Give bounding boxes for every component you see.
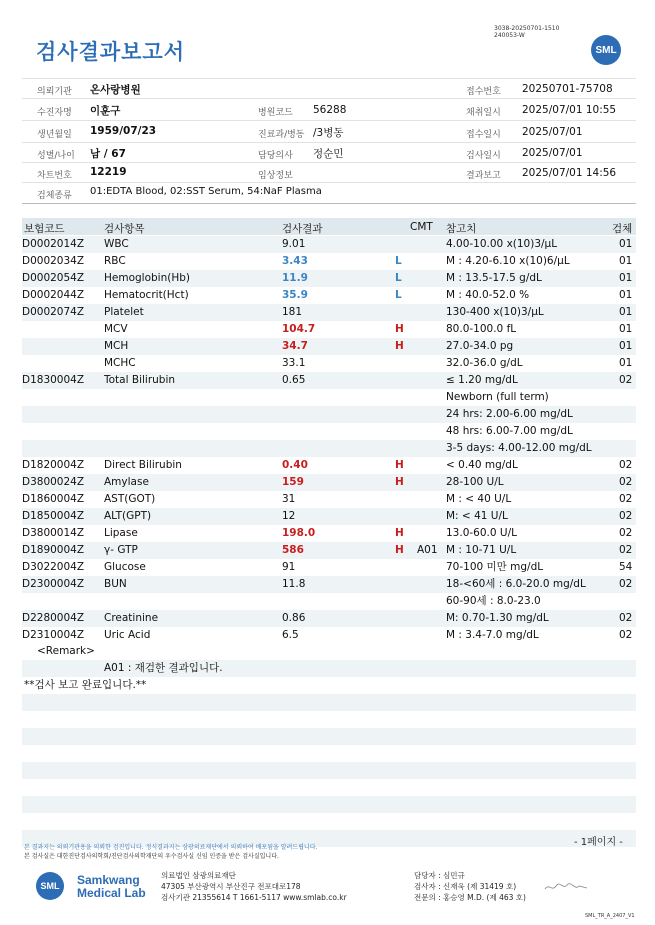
reference-cell: M : 13.5-17.5 g/dL <box>446 272 542 284</box>
sml-logo-icon: SML <box>591 35 621 65</box>
reference-cell: M: 0.70-1.30 mg/dL <box>446 612 549 624</box>
receipt-date: 2025/07/01 <box>522 126 583 138</box>
table-row <box>22 338 636 355</box>
label-birth-date: 생년월일 <box>37 130 72 140</box>
item-cell: RBC <box>104 255 126 267</box>
specimen-cell: 54 <box>619 561 633 573</box>
table-row <box>22 508 636 525</box>
label-requesting-institution: 의뢰기관 <box>37 87 72 97</box>
signature-icon <box>543 880 589 894</box>
col-item-header: 검사항목 <box>104 223 145 235</box>
reference-cell: 24 hrs: 2.00-6.00 mg/dL <box>446 408 573 420</box>
blank-row <box>22 728 636 745</box>
reference-cell: ≤ 1.20 mg/dL <box>446 374 518 386</box>
result-cell: 12 <box>282 510 296 522</box>
label-department: 진료과/병동 <box>258 130 305 140</box>
reference-cell: 4.00-10.00 x(10)3/μL <box>446 238 558 250</box>
label-collection-date: 채취일시 <box>466 108 501 118</box>
item-cell: AST(GOT) <box>104 493 156 505</box>
table-row <box>22 423 636 440</box>
flag-cell: L <box>395 255 402 267</box>
result-cell: 35.9 <box>282 289 308 301</box>
code-cell: D2280004Z <box>22 612 85 624</box>
code-cell: D2310004Z <box>22 629 85 641</box>
report-title: 검사결과보고서 <box>36 40 186 64</box>
specimen-type: 01:EDTA Blood, 02:SST Serum, 54:NaF Plasma <box>90 186 322 197</box>
label-clinical-info: 임상정보 <box>258 171 293 181</box>
result-cell: 181 <box>282 306 303 318</box>
footer-notice-1: 본 결과지는 의뢰기관용을 의뢰한 검진입니다. 정식결과지는 삼광의료재단에서 의뢰하여 배포됨을 알려드립니다. <box>24 844 318 851</box>
table-row <box>22 253 636 270</box>
chart-no: 12219 <box>90 166 127 178</box>
footer-org-info: 의료법인 삼광의료재단 47305 부산광역시 부산진구 전포대로178 검사기관 21355614 T 1661-5117 www.smlab.co.kr <box>161 871 347 902</box>
code-cell: D0002044Z <box>22 289 85 301</box>
item-cell: Creatinine <box>104 612 159 624</box>
table-row <box>22 372 636 389</box>
col-result-header: 검사결과 <box>282 223 323 235</box>
reference-cell: < 0.40 mg/dL <box>446 459 518 471</box>
label-hospital-code: 병원코드 <box>258 108 293 118</box>
code-cell: D3022004Z <box>22 561 85 573</box>
label-sex-age: 성별/나이 <box>37 151 75 161</box>
result-cell: 159 <box>282 476 304 488</box>
specimen-cell: 02 <box>619 493 633 505</box>
result-cell: 586 <box>282 544 304 556</box>
reference-cell: 13.0-60.0 U/L <box>446 527 517 539</box>
result-cell: 6.5 <box>282 629 299 641</box>
code-cell: D1890004Z <box>22 544 85 556</box>
table-row <box>22 576 636 593</box>
flag-cell: H <box>395 340 404 352</box>
specimen-cell: 01 <box>619 238 633 250</box>
label-receipt-no: 접수번호 <box>466 87 501 97</box>
table-row <box>22 474 636 491</box>
doctor: 정순민 <box>313 148 344 160</box>
result-cell: 91 <box>282 561 296 573</box>
table-row <box>22 627 636 644</box>
cmt-cell: A01 <box>417 544 438 556</box>
label-test-date: 검사일시 <box>466 151 501 161</box>
remark-text: A01 : 재검한 결과입니다. <box>104 662 223 674</box>
patient-name: 이훈구 <box>90 105 121 117</box>
col-cmt-header: CMT <box>410 221 433 233</box>
specimen-cell: 02 <box>619 629 633 641</box>
reference-cell: 18-<60세 : 6.0-20.0 mg/dL <box>446 578 586 590</box>
remark-label: <Remark> <box>37 645 95 657</box>
specimen-cell: 02 <box>619 459 633 471</box>
table-row <box>22 304 636 321</box>
specimen-cell: 02 <box>619 578 633 590</box>
result-cell: 104.7 <box>282 323 316 335</box>
code-cell: D1820004Z <box>22 459 85 471</box>
code-cell: D1860004Z <box>22 493 85 505</box>
flag-cell: H <box>395 459 404 471</box>
item-cell: Glucose <box>104 561 146 573</box>
test-date: 2025/07/01 <box>522 147 583 159</box>
footer-sml-logo-icon: SML <box>36 872 64 900</box>
reference-cell: 3-5 days: 4.00-12.00 mg/dL <box>446 442 592 454</box>
remark-row <box>22 643 636 660</box>
flag-cell: H <box>395 544 404 556</box>
specimen-cell: 01 <box>619 306 633 318</box>
flag-cell: L <box>395 272 402 284</box>
col-code-header: 보험코드 <box>24 223 65 235</box>
result-cell: 34.7 <box>282 340 308 352</box>
specimen-cell: 02 <box>619 510 633 522</box>
flag-cell: L <box>395 289 402 301</box>
specimen-cell: 02 <box>619 374 633 386</box>
table-row <box>22 491 636 508</box>
form-code: SML_TR_A_2407_V1 <box>585 913 635 919</box>
reference-cell: M : 40.0-52.0 % <box>446 289 530 301</box>
item-cell: MCV <box>104 323 128 335</box>
page-number: - 1페이지 - <box>574 837 623 848</box>
specimen-cell: 01 <box>619 323 633 335</box>
hospital-code: 56288 <box>313 104 347 116</box>
item-cell: Hemoglobin(Hb) <box>104 272 191 284</box>
item-cell: MCH <box>104 340 129 352</box>
result-cell: 11.8 <box>282 578 306 590</box>
table-row <box>22 389 636 406</box>
specimen-cell: 01 <box>619 357 633 369</box>
flag-cell: H <box>395 323 404 335</box>
item-cell: MCHC <box>104 357 136 369</box>
result-cell: 0.65 <box>282 374 306 386</box>
code-cell: D0002054Z <box>22 272 85 284</box>
reference-cell: 28-100 U/L <box>446 476 504 488</box>
result-cell: 0.86 <box>282 612 306 624</box>
table-row <box>22 457 636 474</box>
footer-notice-2: 본 검사실은 대한진단검사의학회/진단검사의학재단의 우수검사실 신임 인증을 받은 검사실입니다. <box>24 853 279 860</box>
code-cell: D0002034Z <box>22 255 85 267</box>
item-cell: Uric Acid <box>104 629 151 641</box>
reference-cell: 70-100 미만 mg/dL <box>446 561 544 573</box>
reference-cell: 48 hrs: 6.00-7.00 mg/dL <box>446 425 573 437</box>
item-cell: ALT(GPT) <box>104 510 152 522</box>
result-cell: 33.1 <box>282 357 306 369</box>
code-cell: D3800014Z <box>22 527 85 539</box>
result-cell: 31 <box>282 493 296 505</box>
result-cell: 0.40 <box>282 459 308 471</box>
completion-text: **검사 보고 완료입니다.** <box>24 679 147 691</box>
report-date: 2025/07/01 14:56 <box>522 167 617 179</box>
item-cell: Amylase <box>104 476 149 488</box>
remark-text-row <box>22 660 636 677</box>
item-cell: Direct Bilirubin <box>104 459 182 471</box>
table-row <box>22 440 636 457</box>
table-row <box>22 236 636 253</box>
label-report-date: 결과보고 <box>466 171 501 181</box>
sex-age: 남 / 67 <box>90 148 126 160</box>
flag-cell: H <box>395 527 404 539</box>
document-id: 3038-20250701-1510 240053-W <box>494 25 560 39</box>
table-row <box>22 406 636 423</box>
label-doctor: 담당의사 <box>258 151 293 161</box>
flag-cell: H <box>395 476 404 488</box>
reference-cell: 60-90세 : 8.0-23.0 <box>446 595 541 607</box>
table-row <box>22 287 636 304</box>
specimen-cell: 02 <box>619 612 633 624</box>
label-patient-name: 수진자명 <box>37 108 72 118</box>
reference-cell: Newborn (full term) <box>446 391 549 403</box>
table-row <box>22 593 636 610</box>
specimen-cell: 02 <box>619 476 633 488</box>
code-cell: D3800024Z <box>22 476 85 488</box>
code-cell: D2300004Z <box>22 578 85 590</box>
blank-row <box>22 796 636 813</box>
code-cell: D1850004Z <box>22 510 85 522</box>
label-chart-no: 차트번호 <box>37 171 72 181</box>
item-cell: BUN <box>104 578 127 590</box>
specimen-cell: 02 <box>619 544 633 556</box>
item-cell: Total Bilirubin <box>104 374 176 386</box>
reference-cell: M: < 41 U/L <box>446 510 508 522</box>
label-receipt-date: 접수일시 <box>466 130 501 140</box>
table-row <box>22 525 636 542</box>
reference-cell: M : 3.4-7.0 mg/dL <box>446 629 539 641</box>
specimen-cell: 01 <box>619 340 633 352</box>
item-cell: Platelet <box>104 306 144 318</box>
collection-date: 2025/07/01 10:55 <box>522 104 617 116</box>
receipt-no: 20250701-75708 <box>522 83 613 95</box>
blank-row <box>22 694 636 711</box>
specimen-cell: 01 <box>619 289 633 301</box>
reference-cell: 130-400 x(10)3/μL <box>446 306 544 318</box>
specimen-cell: 01 <box>619 255 633 267</box>
item-cell: Lipase <box>104 527 138 539</box>
result-cell: 3.43 <box>282 255 308 267</box>
blank-row <box>22 762 636 779</box>
col-specimen-header: 검체 <box>612 223 633 235</box>
table-row <box>22 610 636 627</box>
requesting-institution: 온사랑병원 <box>90 84 141 96</box>
reference-cell: 27.0-34.0 pg <box>446 340 514 352</box>
reference-cell: M : < 40 U/L <box>446 493 512 505</box>
table-row <box>22 559 636 576</box>
specimen-cell: 01 <box>619 272 633 284</box>
reference-cell: 80.0-100.0 fL <box>446 323 517 335</box>
result-cell: 11.9 <box>282 272 308 284</box>
table-row <box>22 321 636 338</box>
specimen-cell: 02 <box>619 527 633 539</box>
item-cell: Hematocrit(Hct) <box>104 289 189 301</box>
completion-row <box>22 677 636 694</box>
table-row <box>22 355 636 372</box>
department: /3병동 <box>313 127 344 139</box>
footer-brand: Samkwang Medical Lab <box>77 873 146 900</box>
col-reference-header: 참고치 <box>446 223 477 235</box>
footer-staff-info: 담당자 : 심민규 검사자 : 신재욱 (제 31419 호) 전문의 : 홍승영 M.D. (제 463 호) <box>414 871 526 902</box>
result-cell: 9.01 <box>282 238 306 250</box>
reference-cell: 32.0-36.0 g/dL <box>446 357 523 369</box>
table-row <box>22 542 636 559</box>
result-cell: 198.0 <box>282 527 316 539</box>
table-row <box>22 270 636 287</box>
code-cell: D0002014Z <box>22 238 85 250</box>
item-cell: γ- GTP <box>104 544 138 556</box>
birth-date: 1959/07/23 <box>90 125 157 137</box>
label-specimen-type: 검체종류 <box>37 191 72 201</box>
reference-cell: M : 10-71 U/L <box>446 544 517 556</box>
item-cell: WBC <box>104 238 129 250</box>
reference-cell: M : 4.20-6.10 x(10)6/μL <box>446 255 570 267</box>
code-cell: D0002074Z <box>22 306 85 318</box>
code-cell: D1830004Z <box>22 374 85 386</box>
